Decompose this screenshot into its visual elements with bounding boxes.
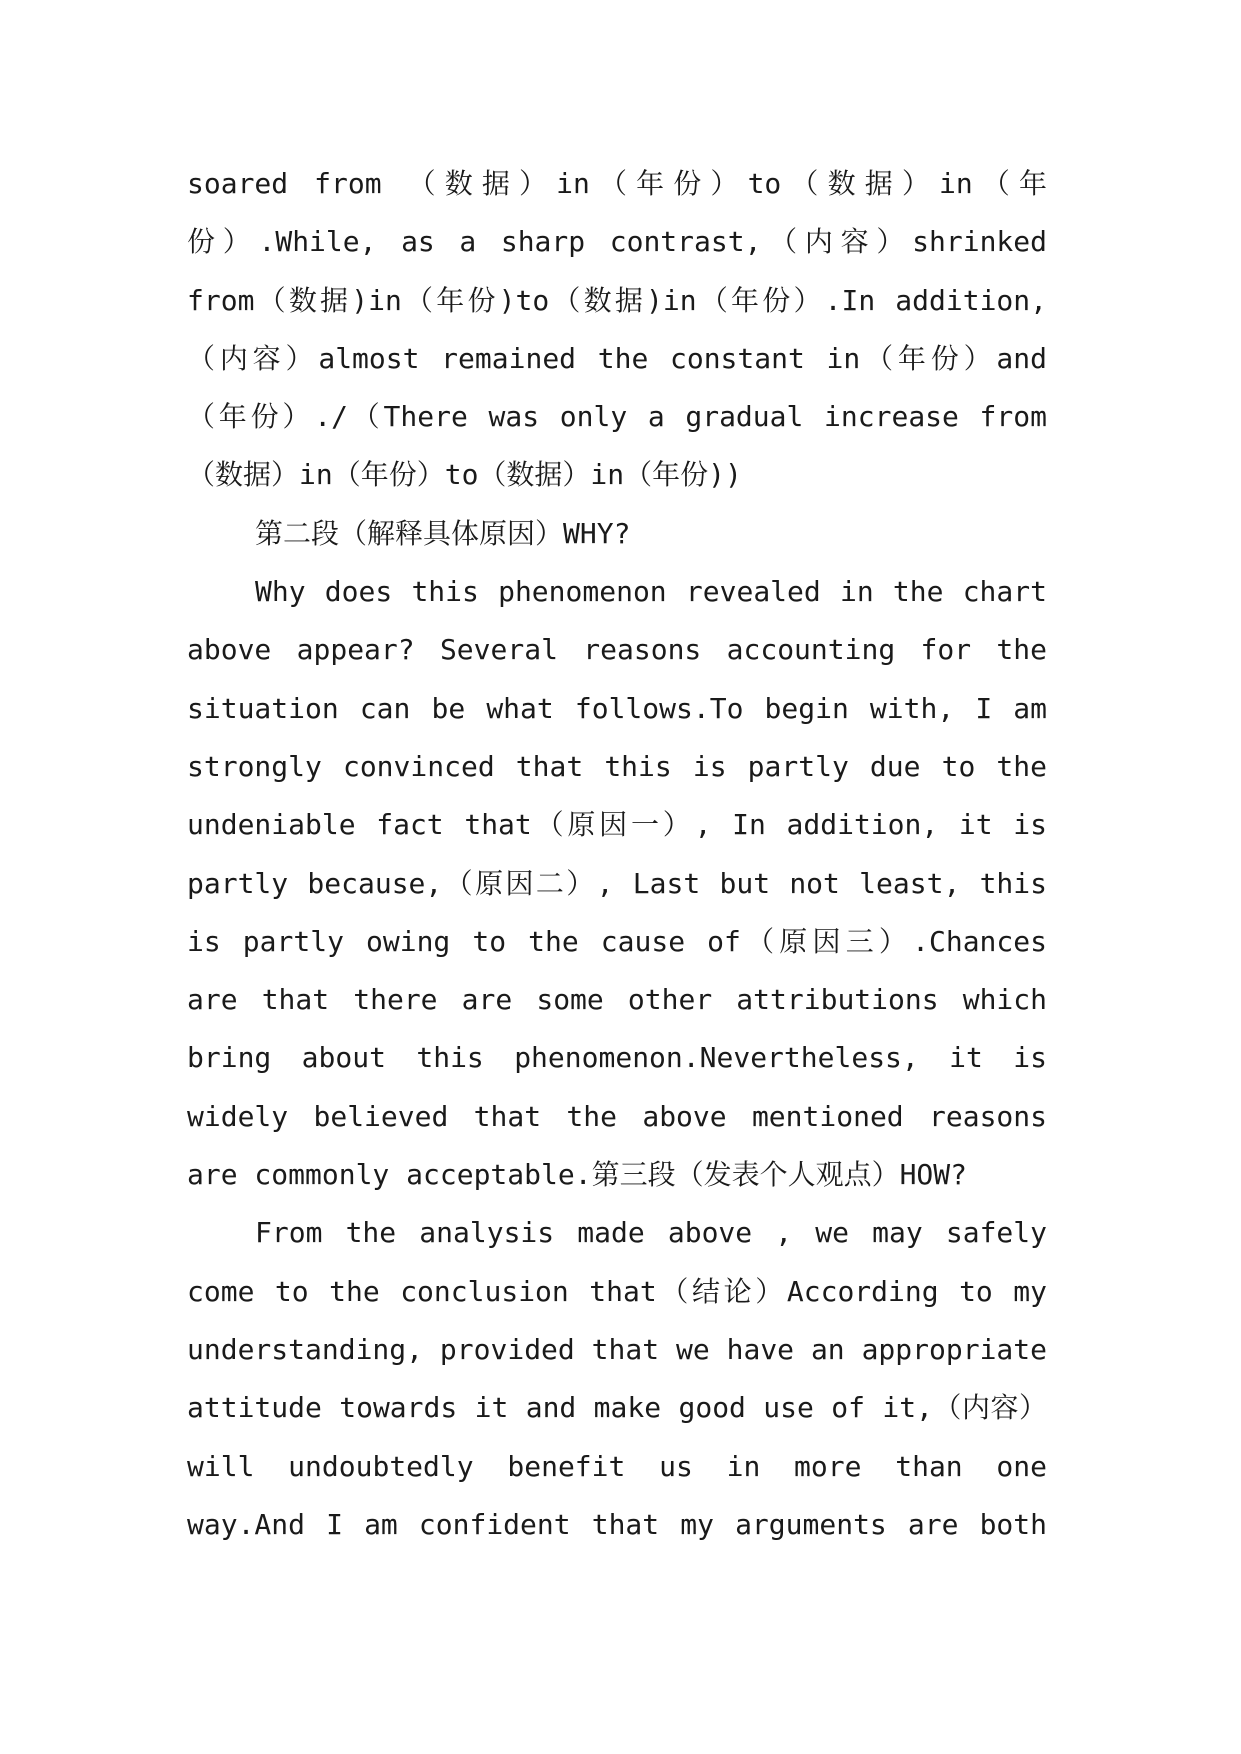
text-line: soared from （数据）in（年份）to（数据）in（年: [187, 167, 1047, 200]
text-line: understanding, provided that we have an appropriate: [187, 1332, 1047, 1366]
text-line: From the analysis made above , we may safely: [255, 1216, 1047, 1250]
text-line: 第二段（解释具体原因）WHY?: [255, 516, 631, 550]
text-line: （年份）./（There was only a gradual increase from: [187, 400, 1047, 434]
text-line: 份）.While, as a sharp contrast,（内容）shrinked: [187, 225, 1047, 259]
text-line: come to the conclusion that（结论）According to my: [187, 1274, 1047, 1308]
text-line: strongly convinced that this is partly due to the: [187, 749, 1047, 783]
text-line: undeniable fact that（原因一）, In addition, it is: [187, 808, 1047, 842]
text-line: above appear? Several reasons accounting for the: [187, 633, 1047, 667]
document-page: [187, 155, 1047, 1554]
text-line: way.And I am confident that my arguments are both: [187, 1507, 1047, 1541]
text-line: partly because,（原因二）, Last but not least, this: [187, 866, 1047, 900]
text-line: are commonly acceptable.第三段（发表个人观点）HOW?: [187, 1158, 968, 1192]
text-line: is partly owing to the cause of（原因三）.Chances: [187, 924, 1047, 958]
text-line: （数据）in（年份）to（数据）in（年份)): [187, 458, 742, 492]
text-line: situation can be what follows.To begin with, I am: [187, 691, 1047, 725]
text-line: bring about this phenomenon.Nevertheless, it is: [187, 1041, 1047, 1075]
text-line: （内容）almost remained the constant in（年份）and: [187, 341, 1047, 375]
text-line: from（数据)in（年份)to（数据)in（年份）.In addition,: [187, 283, 1047, 317]
text-line: will undoubtedly benefit us in more than one: [187, 1449, 1047, 1483]
text-line: Why does this phenomenon revealed in the chart: [255, 575, 1047, 609]
text-line: attitude towards it and make good use of it,（内容）: [187, 1391, 1047, 1425]
text-line: are that there are some other attributions which: [187, 983, 1047, 1017]
text-line: widely believed that the above mentioned reasons: [187, 1099, 1047, 1133]
